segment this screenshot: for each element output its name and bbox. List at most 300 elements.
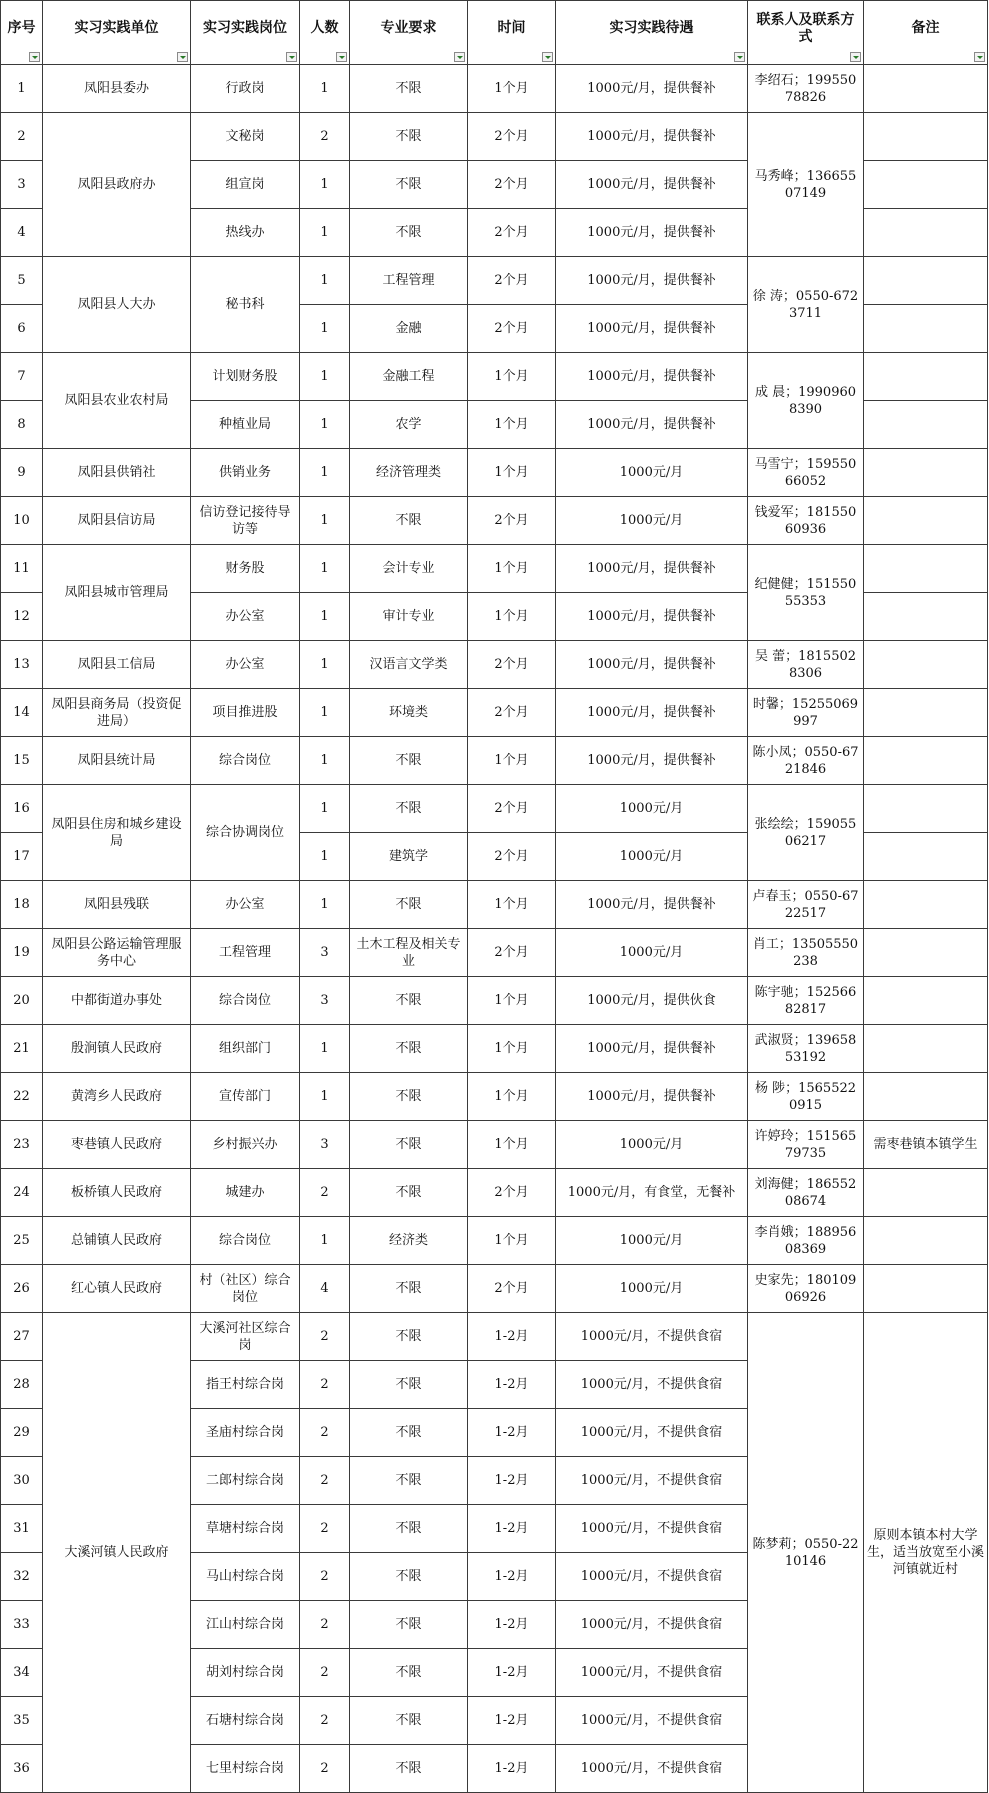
cell-pay: 1000元/月，提供餐补 — [556, 209, 748, 257]
table-row — [1, 881, 988, 929]
cell-time: 1个月 — [468, 737, 556, 785]
cell-time: 1个月 — [468, 593, 556, 641]
cell-unit: 黄湾乡人民政府 — [43, 1073, 191, 1121]
cell-post: 二郎村综合岗 — [191, 1457, 300, 1505]
filter-dropdown-icon[interactable] — [454, 52, 465, 62]
header-note — [864, 1, 988, 65]
header-time — [468, 1, 556, 65]
cell-contact: 马雪宁；15955066052 — [748, 449, 864, 497]
cell-major: 不限 — [350, 977, 468, 1025]
cell-major: 会计专业 — [350, 545, 468, 593]
table-row — [1, 545, 988, 593]
cell-pay: 1000元/月，不提供食宿 — [556, 1313, 748, 1361]
cell-unit: 殷涧镇人民政府 — [43, 1025, 191, 1073]
cell-count: 2 — [300, 1697, 350, 1745]
cell-seq: 18 — [1, 881, 43, 929]
cell-count: 1 — [300, 65, 350, 113]
cell-pay: 1000元/月 — [556, 785, 748, 833]
cell-contact: 时馨；15255069997 — [748, 689, 864, 737]
header-label: 联系人及联系方式 — [756, 11, 855, 45]
table-row — [1, 737, 988, 785]
header-unit — [43, 1, 191, 65]
cell-post: 组宣岗 — [191, 161, 300, 209]
cell-note — [864, 353, 988, 401]
cell-pay: 1000元/月，不提供食宿 — [556, 1697, 748, 1745]
cell-major: 不限 — [350, 1265, 468, 1313]
cell-post: 办公室 — [191, 593, 300, 641]
cell-note — [864, 881, 988, 929]
cell-contact: 成 晨；19909608390 — [748, 353, 864, 449]
header-label: 人数 — [310, 20, 339, 36]
cell-time: 1个月 — [468, 1073, 556, 1121]
cell-post: 城建办 — [191, 1169, 300, 1217]
cell-major: 不限 — [350, 1073, 468, 1121]
cell-pay: 1000元/月 — [556, 1217, 748, 1265]
filter-dropdown-icon[interactable] — [850, 52, 861, 62]
filter-dropdown-icon[interactable] — [974, 52, 985, 62]
cell-major: 不限 — [350, 209, 468, 257]
table-row — [1, 257, 988, 305]
filter-dropdown-icon[interactable] — [734, 52, 745, 62]
cell-count: 2 — [300, 1505, 350, 1553]
cell-count: 3 — [300, 1121, 350, 1169]
cell-pay: 1000元/月 — [556, 497, 748, 545]
cell-note — [864, 785, 988, 833]
cell-seq: 7 — [1, 353, 43, 401]
cell-unit: 凤阳县城市管理局 — [43, 545, 191, 641]
cell-pay: 1000元/月，有食堂，无餐补 — [556, 1169, 748, 1217]
cell-seq: 35 — [1, 1697, 43, 1745]
cell-note — [864, 833, 988, 881]
cell-contact: 陈宇驰；15256682817 — [748, 977, 864, 1025]
header-post — [191, 1, 300, 65]
cell-major: 金融工程 — [350, 353, 468, 401]
cell-pay: 1000元/月 — [556, 449, 748, 497]
cell-note — [864, 737, 988, 785]
cell-contact: 李绍石；19955078826 — [748, 65, 864, 113]
cell-count: 1 — [300, 737, 350, 785]
cell-time: 1个月 — [468, 1217, 556, 1265]
cell-seq: 2 — [1, 113, 43, 161]
cell-seq: 11 — [1, 545, 43, 593]
cell-major: 不限 — [350, 1745, 468, 1793]
cell-count: 1 — [300, 785, 350, 833]
cell-major: 工程管理 — [350, 257, 468, 305]
cell-note: 原则本镇本村大学生，适当放宽至小溪河镇就近村 — [864, 1313, 988, 1793]
cell-pay: 1000元/月，提供餐补 — [556, 1073, 748, 1121]
cell-post: 石塘村综合岗 — [191, 1697, 300, 1745]
cell-unit: 凤阳县政府办 — [43, 113, 191, 257]
cell-seq: 22 — [1, 1073, 43, 1121]
table-row — [1, 1121, 988, 1169]
cell-time: 2个月 — [468, 1169, 556, 1217]
cell-count: 2 — [300, 1409, 350, 1457]
cell-count: 1 — [300, 1025, 350, 1073]
cell-seq: 8 — [1, 401, 43, 449]
cell-time: 1-2月 — [468, 1313, 556, 1361]
cell-count: 1 — [300, 641, 350, 689]
cell-pay: 1000元/月，提供餐补 — [556, 545, 748, 593]
cell-count: 2 — [300, 1601, 350, 1649]
cell-pay: 1000元/月 — [556, 929, 748, 977]
header-major — [350, 1, 468, 65]
cell-pay: 1000元/月，不提供食宿 — [556, 1553, 748, 1601]
cell-major: 金融 — [350, 305, 468, 353]
cell-seq: 17 — [1, 833, 43, 881]
cell-major: 不限 — [350, 1553, 468, 1601]
cell-post: 工程管理 — [191, 929, 300, 977]
cell-note — [864, 305, 988, 353]
cell-contact: 武淑贤；13965853192 — [748, 1025, 864, 1073]
cell-count: 1 — [300, 161, 350, 209]
cell-note — [864, 449, 988, 497]
cell-note — [864, 1217, 988, 1265]
cell-unit: 凤阳县统计局 — [43, 737, 191, 785]
cell-post: 村（社区）综合岗位 — [191, 1265, 300, 1313]
filter-dropdown-icon[interactable] — [29, 52, 40, 62]
cell-time: 2个月 — [468, 497, 556, 545]
header-contact — [748, 1, 864, 65]
table-row — [1, 65, 988, 113]
cell-post: 宣传部门 — [191, 1073, 300, 1121]
cell-note — [864, 1265, 988, 1313]
cell-seq: 6 — [1, 305, 43, 353]
cell-contact: 陈梦莉；0550-2210146 — [748, 1313, 864, 1793]
header-pay — [556, 1, 748, 65]
cell-pay: 1000元/月，不提供食宿 — [556, 1457, 748, 1505]
cell-major: 不限 — [350, 1505, 468, 1553]
cell-post: 圣庙村综合岗 — [191, 1409, 300, 1457]
cell-note — [864, 641, 988, 689]
cell-major: 不限 — [350, 1601, 468, 1649]
cell-pay: 1000元/月，不提供食宿 — [556, 1505, 748, 1553]
cell-count: 3 — [300, 929, 350, 977]
cell-major: 土木工程及相关专业 — [350, 929, 468, 977]
cell-time: 2个月 — [468, 833, 556, 881]
cell-unit: 凤阳县工信局 — [43, 641, 191, 689]
cell-contact: 史家先；18010906926 — [748, 1265, 864, 1313]
table-row — [1, 497, 988, 545]
cell-count: 1 — [300, 833, 350, 881]
cell-seq: 33 — [1, 1601, 43, 1649]
cell-pay: 1000元/月，提供餐补 — [556, 1025, 748, 1073]
cell-post: 计划财务股 — [191, 353, 300, 401]
cell-unit: 总铺镇人民政府 — [43, 1217, 191, 1265]
cell-pay: 1000元/月，不提供食宿 — [556, 1601, 748, 1649]
filter-dropdown-icon[interactable] — [177, 52, 188, 62]
cell-time: 1个月 — [468, 881, 556, 929]
cell-major: 不限 — [350, 881, 468, 929]
cell-unit: 凤阳县农业农村局 — [43, 353, 191, 449]
cell-seq: 3 — [1, 161, 43, 209]
cell-time: 1个月 — [468, 1121, 556, 1169]
cell-time: 1个月 — [468, 65, 556, 113]
cell-seq: 19 — [1, 929, 43, 977]
cell-count: 2 — [300, 1745, 350, 1793]
cell-major: 不限 — [350, 1313, 468, 1361]
cell-time: 2个月 — [468, 641, 556, 689]
cell-time: 1个月 — [468, 449, 556, 497]
cell-contact: 徐 涛；0550-6723711 — [748, 257, 864, 353]
cell-count: 2 — [300, 113, 350, 161]
cell-seq: 28 — [1, 1361, 43, 1409]
header-label: 专业要求 — [380, 20, 437, 36]
cell-note — [864, 497, 988, 545]
cell-count: 1 — [300, 353, 350, 401]
cell-unit: 板桥镇人民政府 — [43, 1169, 191, 1217]
cell-unit: 凤阳县住房和城乡建设局 — [43, 785, 191, 881]
table-row — [1, 449, 988, 497]
cell-contact: 陈小凤；0550-6721846 — [748, 737, 864, 785]
cell-major: 不限 — [350, 1409, 468, 1457]
cell-major: 不限 — [350, 785, 468, 833]
cell-seq: 24 — [1, 1169, 43, 1217]
cell-count: 1 — [300, 209, 350, 257]
cell-post: 七里村综合岗 — [191, 1745, 300, 1793]
cell-major: 不限 — [350, 1649, 468, 1697]
cell-seq: 20 — [1, 977, 43, 1025]
cell-unit: 凤阳县供销社 — [43, 449, 191, 497]
cell-count: 2 — [300, 1313, 350, 1361]
cell-pay: 1000元/月 — [556, 1265, 748, 1313]
cell-time: 1个月 — [468, 1025, 556, 1073]
cell-seq: 12 — [1, 593, 43, 641]
cell-time: 1-2月 — [468, 1553, 556, 1601]
cell-post: 指王村综合岗 — [191, 1361, 300, 1409]
table-row — [1, 977, 988, 1025]
cell-note — [864, 545, 988, 593]
header-count — [300, 1, 350, 65]
cell-contact: 纪健健；15155055353 — [748, 545, 864, 641]
cell-count: 2 — [300, 1457, 350, 1505]
table-row — [1, 1025, 988, 1073]
cell-post: 马山村综合岗 — [191, 1553, 300, 1601]
cell-post: 秘书科 — [191, 257, 300, 353]
cell-seq: 26 — [1, 1265, 43, 1313]
cell-pay: 1000元/月，提供餐补 — [556, 305, 748, 353]
header-label: 序号 — [7, 20, 36, 36]
cell-time: 1-2月 — [468, 1361, 556, 1409]
cell-note — [864, 113, 988, 161]
cell-count: 1 — [300, 449, 350, 497]
cell-contact: 张绘绘；15905506217 — [748, 785, 864, 881]
cell-time: 1-2月 — [468, 1505, 556, 1553]
cell-post: 供销业务 — [191, 449, 300, 497]
cell-contact: 刘海健；18655208674 — [748, 1169, 864, 1217]
cell-time: 1-2月 — [468, 1697, 556, 1745]
cell-time: 2个月 — [468, 785, 556, 833]
cell-count: 2 — [300, 1649, 350, 1697]
cell-seq: 25 — [1, 1217, 43, 1265]
table-row — [1, 1313, 988, 1361]
cell-pay: 1000元/月，不提供食宿 — [556, 1649, 748, 1697]
cell-pay: 1000元/月，提供餐补 — [556, 257, 748, 305]
cell-time: 2个月 — [468, 161, 556, 209]
cell-count: 1 — [300, 689, 350, 737]
header-label: 时间 — [497, 20, 526, 36]
table-row — [1, 1217, 988, 1265]
header-label: 实习实践岗位 — [203, 20, 287, 36]
cell-post: 热线办 — [191, 209, 300, 257]
cell-time: 2个月 — [468, 113, 556, 161]
table-row — [1, 785, 988, 833]
cell-post: 胡刘村综合岗 — [191, 1649, 300, 1697]
cell-seq: 23 — [1, 1121, 43, 1169]
cell-note — [864, 209, 988, 257]
cell-seq: 21 — [1, 1025, 43, 1073]
cell-contact: 李肖娥；18895608369 — [748, 1217, 864, 1265]
header-row — [1, 1, 988, 65]
cell-post: 种植业局 — [191, 401, 300, 449]
table-row — [1, 929, 988, 977]
cell-major: 不限 — [350, 161, 468, 209]
cell-count: 2 — [300, 1361, 350, 1409]
cell-time: 1-2月 — [468, 1457, 556, 1505]
cell-pay: 1000元/月，提供餐补 — [556, 881, 748, 929]
cell-unit: 凤阳县信访局 — [43, 497, 191, 545]
cell-note — [864, 161, 988, 209]
cell-unit: 凤阳县人大办 — [43, 257, 191, 353]
cell-unit: 凤阳县委办 — [43, 65, 191, 113]
cell-post: 信访登记接待导访等 — [191, 497, 300, 545]
cell-unit: 凤阳县残联 — [43, 881, 191, 929]
filter-dropdown-icon[interactable] — [286, 52, 297, 62]
cell-post: 办公室 — [191, 641, 300, 689]
cell-contact: 许婷玲；15156579735 — [748, 1121, 864, 1169]
cell-major: 不限 — [350, 1121, 468, 1169]
cell-seq: 16 — [1, 785, 43, 833]
header-seq — [1, 1, 43, 65]
cell-count: 4 — [300, 1265, 350, 1313]
cell-major: 经济类 — [350, 1217, 468, 1265]
cell-note — [864, 1025, 988, 1073]
cell-major: 环境类 — [350, 689, 468, 737]
cell-post: 行政岗 — [191, 65, 300, 113]
cell-unit: 凤阳县商务局（投资促进局） — [43, 689, 191, 737]
cell-seq: 27 — [1, 1313, 43, 1361]
cell-seq: 4 — [1, 209, 43, 257]
cell-post: 综合岗位 — [191, 977, 300, 1025]
cell-pay: 1000元/月，提供餐补 — [556, 353, 748, 401]
cell-major: 不限 — [350, 1457, 468, 1505]
filter-dropdown-icon[interactable] — [336, 52, 347, 62]
cell-seq: 34 — [1, 1649, 43, 1697]
cell-pay: 1000元/月，提供餐补 — [556, 161, 748, 209]
cell-post: 大溪河社区综合岗 — [191, 1313, 300, 1361]
cell-pay: 1000元/月，提供餐补 — [556, 737, 748, 785]
cell-major: 不限 — [350, 65, 468, 113]
cell-major: 建筑学 — [350, 833, 468, 881]
cell-post: 文秘岗 — [191, 113, 300, 161]
cell-count: 3 — [300, 977, 350, 1025]
cell-major: 不限 — [350, 737, 468, 785]
cell-contact: 杨 陟；15655220915 — [748, 1073, 864, 1121]
cell-post: 综合岗位 — [191, 1217, 300, 1265]
cell-unit: 大溪河镇人民政府 — [43, 1313, 191, 1793]
cell-note — [864, 929, 988, 977]
cell-major: 审计专业 — [350, 593, 468, 641]
cell-time: 1个月 — [468, 353, 556, 401]
cell-seq: 29 — [1, 1409, 43, 1457]
cell-major: 不限 — [350, 497, 468, 545]
cell-seq: 10 — [1, 497, 43, 545]
header-label: 实习实践待遇 — [609, 20, 694, 36]
table-row — [1, 1265, 988, 1313]
cell-count: 2 — [300, 1553, 350, 1601]
table-row — [1, 641, 988, 689]
cell-pay: 1000元/月，不提供食宿 — [556, 1361, 748, 1409]
header-label: 备注 — [911, 20, 940, 36]
cell-post: 乡村振兴办 — [191, 1121, 300, 1169]
cell-contact: 卢春玉；0550-6722517 — [748, 881, 864, 929]
cell-time: 2个月 — [468, 689, 556, 737]
cell-note — [864, 689, 988, 737]
cell-time: 1个月 — [468, 977, 556, 1025]
cell-post: 组织部门 — [191, 1025, 300, 1073]
cell-seq: 1 — [1, 65, 43, 113]
cell-major: 不限 — [350, 1361, 468, 1409]
cell-seq: 31 — [1, 1505, 43, 1553]
cell-note — [864, 1073, 988, 1121]
cell-time: 1-2月 — [468, 1409, 556, 1457]
cell-time: 2个月 — [468, 305, 556, 353]
cell-time: 1-2月 — [468, 1649, 556, 1697]
cell-post: 综合协调岗位 — [191, 785, 300, 881]
cell-note — [864, 401, 988, 449]
cell-time: 1-2月 — [468, 1601, 556, 1649]
cell-count: 1 — [300, 1217, 350, 1265]
cell-seq: 15 — [1, 737, 43, 785]
cell-pay: 1000元/月，不提供食宿 — [556, 1409, 748, 1457]
cell-pay: 1000元/月，提供餐补 — [556, 65, 748, 113]
cell-contact: 马秀峰；13665507149 — [748, 113, 864, 257]
cell-pay: 1000元/月 — [556, 833, 748, 881]
cell-note — [864, 65, 988, 113]
cell-time: 2个月 — [468, 257, 556, 305]
cell-pay: 1000元/月，不提供食宿 — [556, 1745, 748, 1793]
cell-note — [864, 257, 988, 305]
cell-seq: 5 — [1, 257, 43, 305]
cell-note — [864, 977, 988, 1025]
cell-major: 不限 — [350, 1169, 468, 1217]
table-row — [1, 1073, 988, 1121]
cell-seq: 36 — [1, 1745, 43, 1793]
cell-time: 1-2月 — [468, 1745, 556, 1793]
cell-count: 1 — [300, 1073, 350, 1121]
header-label: 实习实践单位 — [74, 20, 159, 36]
cell-post: 综合岗位 — [191, 737, 300, 785]
cell-count: 2 — [300, 1169, 350, 1217]
cell-unit: 凤阳县公路运输管理服务中心 — [43, 929, 191, 977]
cell-time: 1个月 — [468, 401, 556, 449]
cell-pay: 1000元/月，提供餐补 — [556, 401, 748, 449]
cell-note — [864, 593, 988, 641]
cell-post: 项目推进股 — [191, 689, 300, 737]
cell-post: 财务股 — [191, 545, 300, 593]
cell-unit: 中都街道办事处 — [43, 977, 191, 1025]
cell-count: 1 — [300, 497, 350, 545]
cell-time: 2个月 — [468, 209, 556, 257]
cell-seq: 14 — [1, 689, 43, 737]
cell-count: 1 — [300, 881, 350, 929]
cell-major: 汉语言文学类 — [350, 641, 468, 689]
cell-note: 需枣巷镇本镇学生 — [864, 1121, 988, 1169]
cell-pay: 1000元/月，提供餐补 — [556, 689, 748, 737]
filter-dropdown-icon[interactable] — [542, 52, 553, 62]
table-row — [1, 113, 988, 161]
cell-time: 2个月 — [468, 1265, 556, 1313]
cell-contact: 钱爱军；18155060936 — [748, 497, 864, 545]
